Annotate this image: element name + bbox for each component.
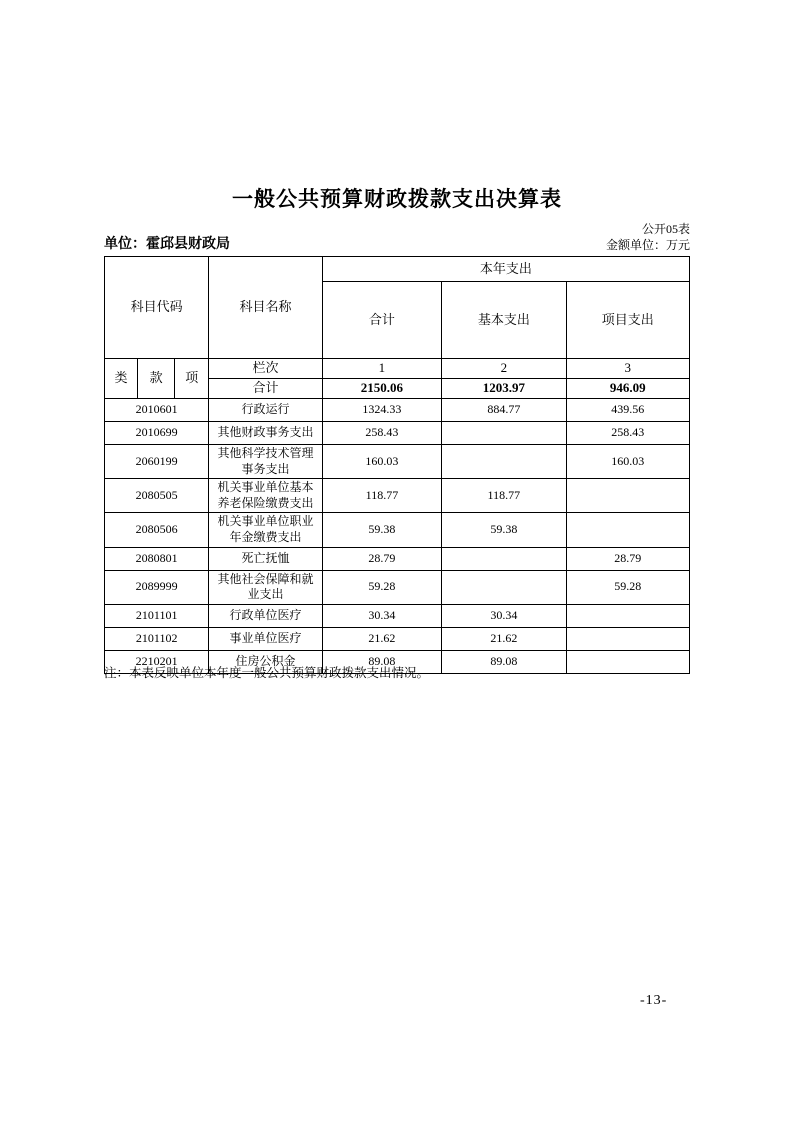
cell-basic (442, 547, 566, 570)
header-row-1 (105, 257, 690, 282)
cell-basic: 59.38 (442, 513, 566, 547)
cell-total: 59.38 (322, 513, 441, 547)
total-value-total: 2150.06 (322, 379, 441, 399)
cell-project (566, 479, 689, 513)
table-row (105, 570, 690, 604)
cell-total: 258.43 (322, 422, 441, 445)
cell-total: 160.03 (322, 445, 441, 479)
header-class: 类 (105, 359, 138, 399)
cell-code: 2101102 (105, 627, 209, 650)
cell-name: 行政单位医疗 (209, 604, 322, 627)
cell-basic (442, 570, 566, 604)
cell-name: 机关事业单位基本养老保险缴费支出 (209, 479, 322, 513)
cell-basic (442, 445, 566, 479)
cell-code: 2060199 (105, 445, 209, 479)
column-index-2: 2 (442, 359, 566, 379)
cell-code: 2010699 (105, 422, 209, 445)
cell-basic (442, 422, 566, 445)
cell-project (566, 627, 689, 650)
cell-code: 2080506 (105, 513, 209, 547)
header-section: 款 (138, 359, 175, 399)
page-number: -13- (640, 993, 668, 1008)
cell-code: 2080801 (105, 547, 209, 570)
table-row (105, 604, 690, 627)
cell-name: 其他社会保障和就业支出 (209, 570, 322, 604)
unit-row (104, 233, 690, 253)
unit-name-label: 单位：霍邱县财政局 (104, 237, 230, 252)
column-index-3: 3 (566, 359, 689, 379)
cell-project: 59.28 (566, 570, 689, 604)
table-row (105, 399, 690, 422)
cell-name: 其他科学技术管理事务支出 (209, 445, 322, 479)
cell-project: 439.56 (566, 399, 689, 422)
table-row (105, 422, 690, 445)
header-subject-code: 科目代码 (105, 257, 209, 359)
cell-total: 21.62 (322, 627, 441, 650)
amount-unit-label: 金额单位：万元 (605, 238, 690, 252)
cell-basic: 89.08 (442, 650, 566, 673)
header-current-year-expenditure: 本年支出 (322, 257, 689, 282)
cell-total: 1324.33 (322, 399, 441, 422)
cell-name: 事业单位医疗 (209, 627, 322, 650)
total-row-label: 合计 (209, 379, 322, 399)
column-index-1: 1 (322, 359, 441, 379)
cell-project (566, 604, 689, 627)
cell-name: 行政运行 (209, 399, 322, 422)
cell-total: 28.79 (322, 547, 441, 570)
cell-name: 住房公积金 (209, 650, 322, 673)
cell-name: 死亡抚恤 (209, 547, 322, 570)
cell-basic: 30.34 (442, 604, 566, 627)
header-row-column-index (105, 359, 690, 379)
table-row (105, 445, 690, 479)
header-basic-expenditure: 基本支出 (442, 282, 566, 359)
table-row (105, 547, 690, 570)
cell-name: 机关事业单位职业年金缴费支出 (209, 513, 322, 547)
cell-project: 28.79 (566, 547, 689, 570)
cell-total: 89.08 (322, 650, 441, 673)
cell-total: 118.77 (322, 479, 441, 513)
table-row (105, 479, 690, 513)
cell-code: 2080505 (105, 479, 209, 513)
header-subject-name: 科目名称 (209, 257, 322, 359)
total-value-basic: 1203.97 (442, 379, 566, 399)
cell-code: 2210201 (105, 650, 209, 673)
cell-basic: 118.77 (442, 479, 566, 513)
cell-code: 2101101 (105, 604, 209, 627)
cell-code: 2010601 (105, 399, 209, 422)
cell-project (566, 513, 689, 547)
cell-project: 258.43 (566, 422, 689, 445)
table-row (105, 513, 690, 547)
table-row (105, 627, 690, 650)
cell-code: 2089999 (105, 570, 209, 604)
header-project-expenditure: 项目支出 (566, 282, 689, 359)
page-title: 一般公共预算财政拨款支出决算表 (232, 187, 562, 211)
header-total: 合计 (322, 282, 441, 359)
cell-basic: 884.77 (442, 399, 566, 422)
cell-basic: 21.62 (442, 627, 566, 650)
note-text: 注：本表反映单位本年度一般公共预算财政拨款支出情况。 (104, 666, 430, 680)
form-number-label: 公开05表 (641, 222, 690, 236)
total-value-project: 946.09 (566, 379, 689, 399)
cell-project: 160.03 (566, 445, 689, 479)
expenditure-table (104, 256, 690, 674)
cell-total: 30.34 (322, 604, 441, 627)
header-column-index-label: 栏次 (209, 359, 322, 379)
cell-total: 59.28 (322, 570, 441, 604)
cell-name: 其他财政事务支出 (209, 422, 322, 445)
header-item: 项 (175, 359, 209, 399)
